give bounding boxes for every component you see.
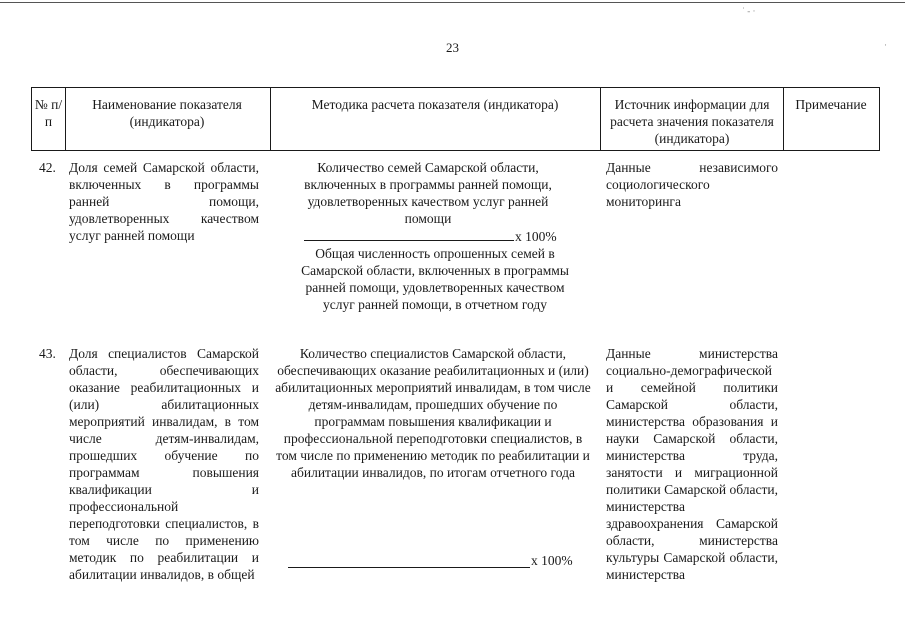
scan-artifact: ˙ ‐ · bbox=[742, 6, 756, 16]
header-note: Примечание bbox=[795, 97, 867, 112]
fraction-line bbox=[304, 240, 514, 241]
row-number: 43. bbox=[39, 346, 56, 361]
formula-numerator: Количество семей Самарской области, включенных в программы ранней помощи, удовлетворенных качеством услуг ранней помощи bbox=[304, 160, 552, 226]
row-number: 42. bbox=[39, 160, 56, 175]
indicator-name: Доля специалистов Самарской области, обеспечивающих оказание реабилитационных и (или) абилитационных мероприятий инвалидам, в том числе детям-инвалидам, прошедших обучение по программам повышения квалификации и профессиональной переподготовки специалистов, в том числе по применению методик по реабилитации и абилитации инвалидов, в общей bbox=[69, 346, 259, 582]
page-number: 23 bbox=[446, 40, 459, 55]
formula-denominator: Общая численность опрошенных семей в Самарской области, включенных в программы ранней помощи, удовлетворенных качеством услуг ранней помощи, в отчетном году bbox=[301, 246, 569, 312]
fraction-line bbox=[288, 567, 530, 568]
data-source: Данные министерства социально-демографической и семейной политики Самарской области, министерства образования и науки Самарской области, министерства труда, занятости и миграционной политики Самарской области, министерства здравоохранения Самарской области, министерства культуры Самарской области, министерства bbox=[606, 346, 778, 582]
header-name: Наименование показателя (индикатора) bbox=[92, 97, 242, 129]
header-source: Источник информации для расчета значения показателя (индикатора) bbox=[610, 97, 774, 146]
formula-numerator: Количество специалистов Самарской области, обеспечивающих оказание реабилитационных и (или) абилитационных мероприятий инвалидам, в том числе детям-инвалидам, прошедших обучение по программам повышения квалификации и профессиональной переподготовки специалистов, в том числе по применению методик по реабилитации и абилитации инвалидов, по итогам отчетного года bbox=[275, 346, 591, 480]
header-method: Методика расчета показателя (индикатора) bbox=[311, 97, 559, 112]
formula-multiplier: х 100% bbox=[515, 229, 557, 244]
formula-multiplier: х 100% bbox=[531, 553, 573, 568]
scan-artifact: · bbox=[884, 40, 887, 50]
indicator-name: Доля семей Самарской области, включенных в программы ранней помощи, удовлетворенных качеством услуг ранней помощи bbox=[69, 160, 259, 243]
header-num: № п/п bbox=[34, 97, 63, 129]
data-source: Данные независимого социологического мониторинга bbox=[606, 160, 778, 209]
